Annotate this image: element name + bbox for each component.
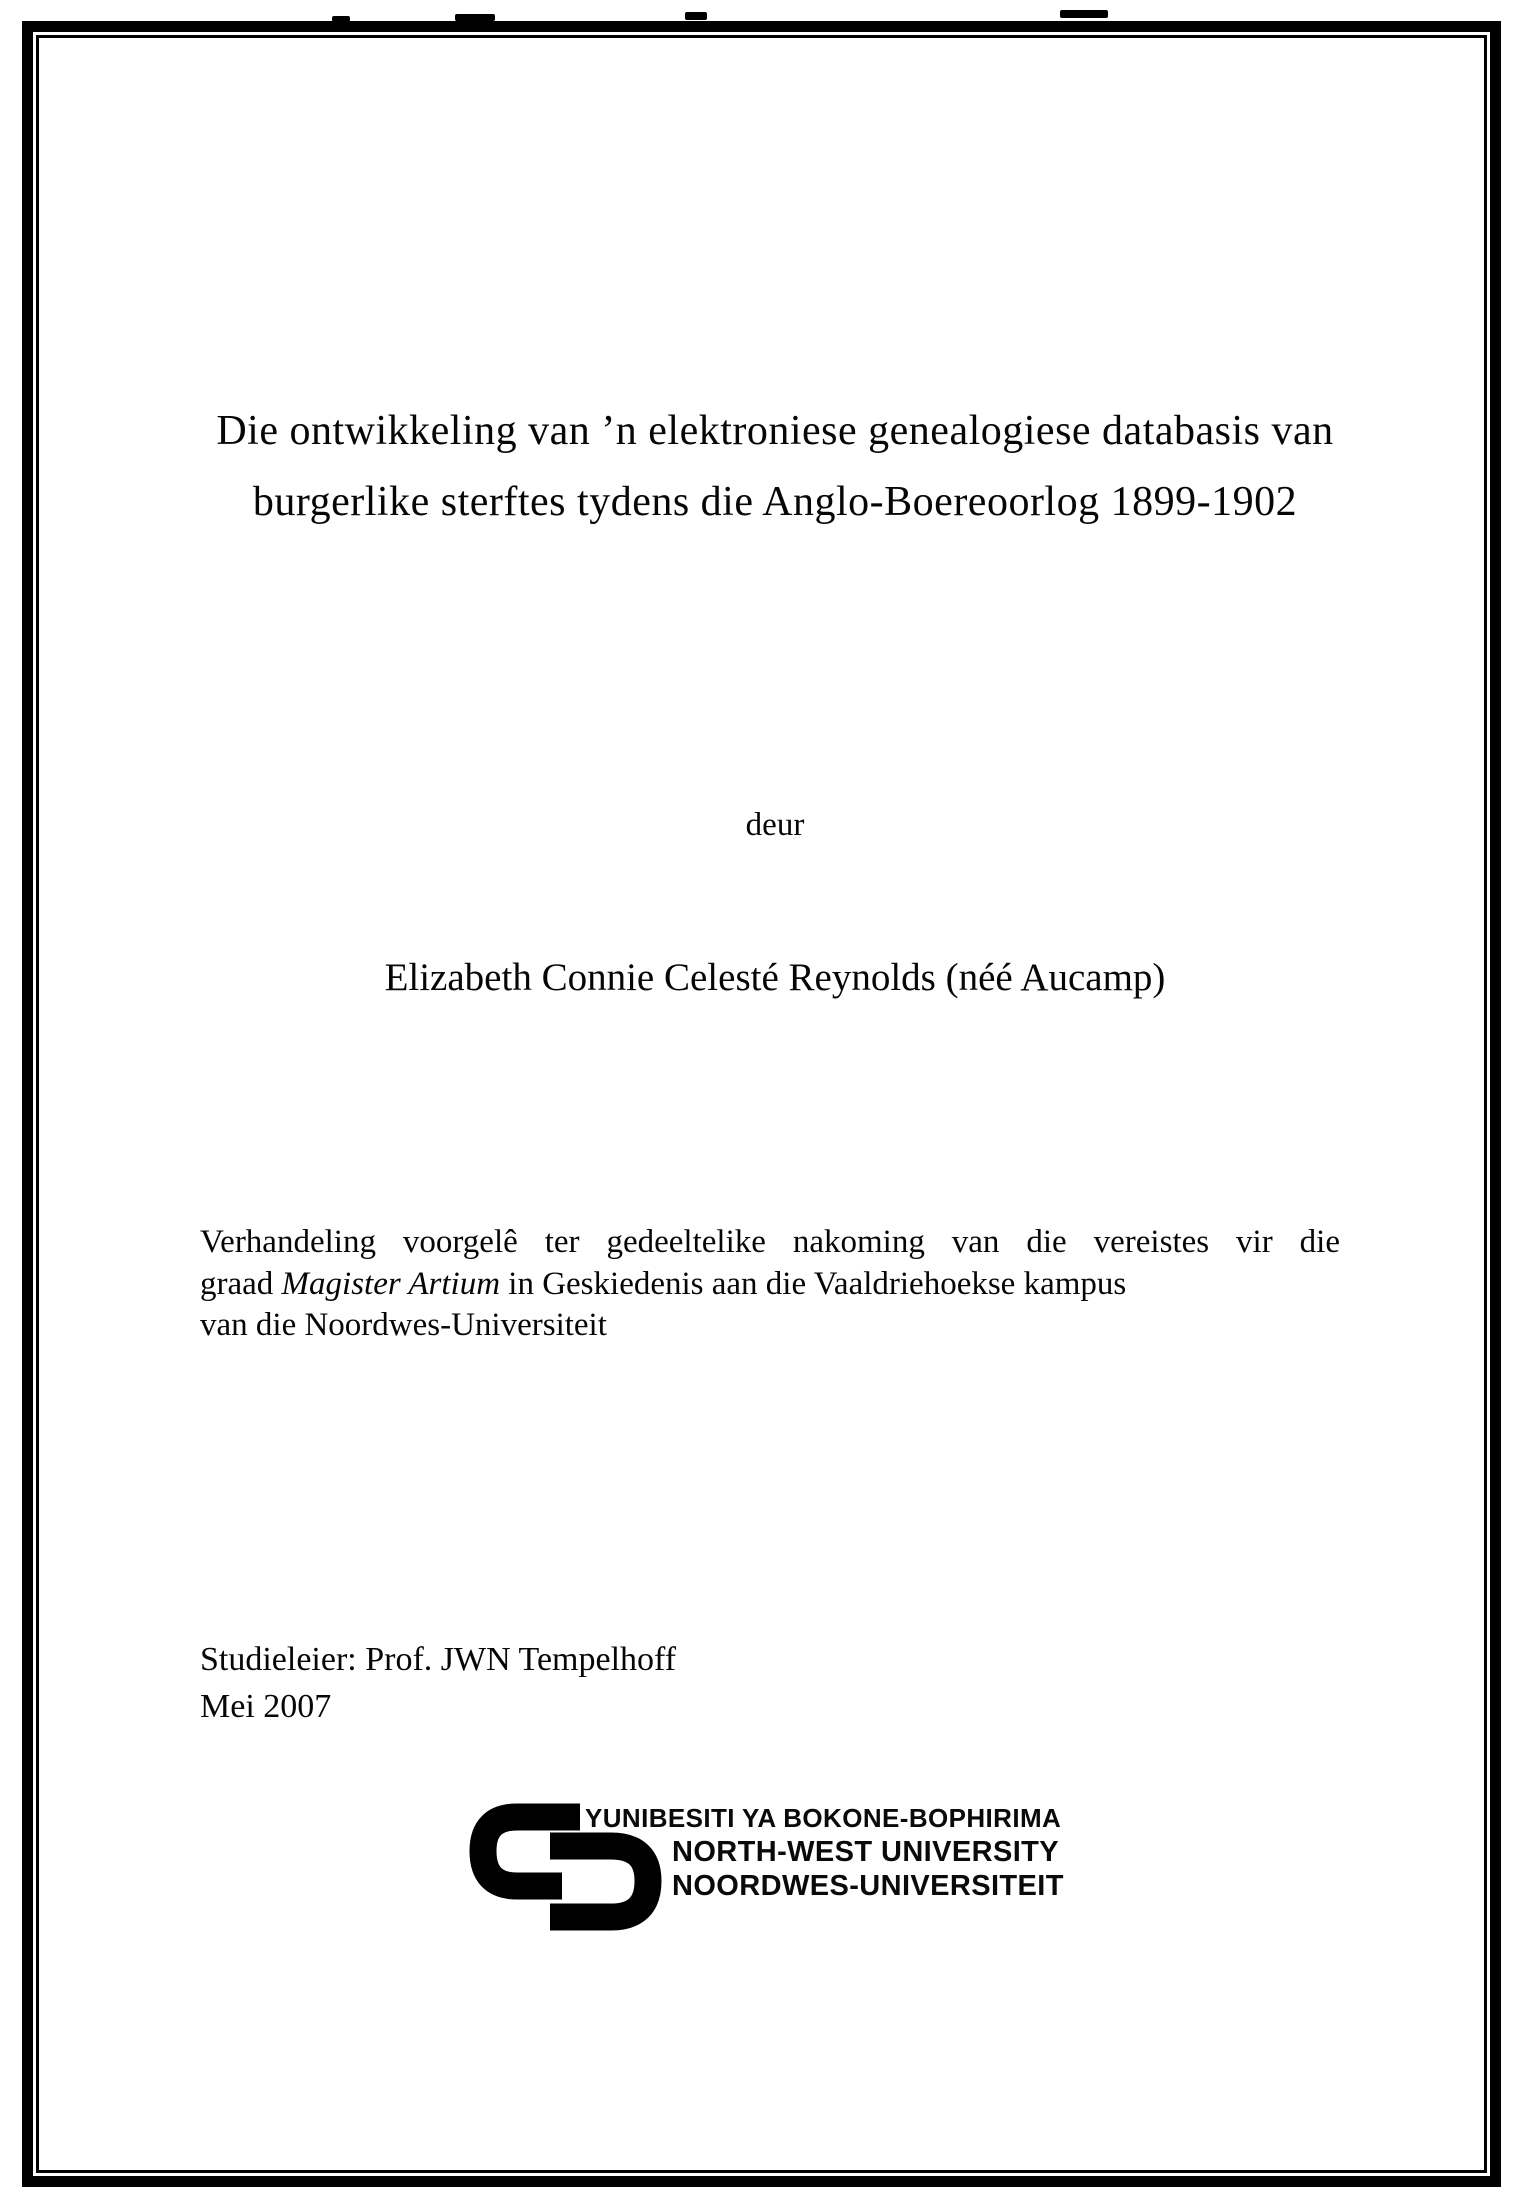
title-line-1: Die ontwikkeling van ’n elektroniese genealogiese databasis van bbox=[216, 408, 1334, 454]
supervisor-line: Studieleier: Prof. JWN Tempelhoff bbox=[200, 1641, 677, 1678]
logo-text-afrikaans: NOORDWES-UNIVERSITEIT bbox=[672, 1870, 1064, 1902]
degree-name-italic: Magister Artium bbox=[281, 1265, 501, 1302]
scan-artifact bbox=[685, 12, 707, 20]
byline-label: deur bbox=[745, 807, 805, 843]
scan-artifact bbox=[1060, 10, 1108, 18]
author-name: Elizabeth Connie Celesté Reynolds (néé Aucamp) bbox=[384, 956, 1166, 999]
logo-text-english: NORTH-WEST UNIVERSITY bbox=[672, 1836, 1060, 1868]
statement-line-1: Verhandeling voorgelê ter gedeeltelike nakoming van die vereistes vir die bbox=[200, 1224, 1340, 1260]
page-title bbox=[95, 396, 1455, 538]
statement-line-2 bbox=[200, 1264, 1340, 1306]
date-line: Mei 2007 bbox=[200, 1688, 332, 1725]
logo-text-setswana: YUNIBESITI YA BOKONE-BOPHIRIMA bbox=[585, 1803, 1062, 1833]
scan-artifact bbox=[332, 16, 350, 22]
title-line-2: burgerlike sterftes tydens die Anglo-Boereoorlog 1899-1902 bbox=[252, 479, 1298, 525]
scan-artifact bbox=[455, 14, 495, 21]
statement-line-3: van die Noordwes-Universiteit bbox=[200, 1307, 607, 1343]
statement-line-2-pre: graad bbox=[200, 1265, 282, 1302]
degree-statement bbox=[200, 1222, 1340, 1347]
supervisor-block bbox=[200, 1636, 676, 1730]
statement-line-2-post: in Geskiedenis aan die Vaaldriehoekse kampus bbox=[500, 1265, 1127, 1302]
